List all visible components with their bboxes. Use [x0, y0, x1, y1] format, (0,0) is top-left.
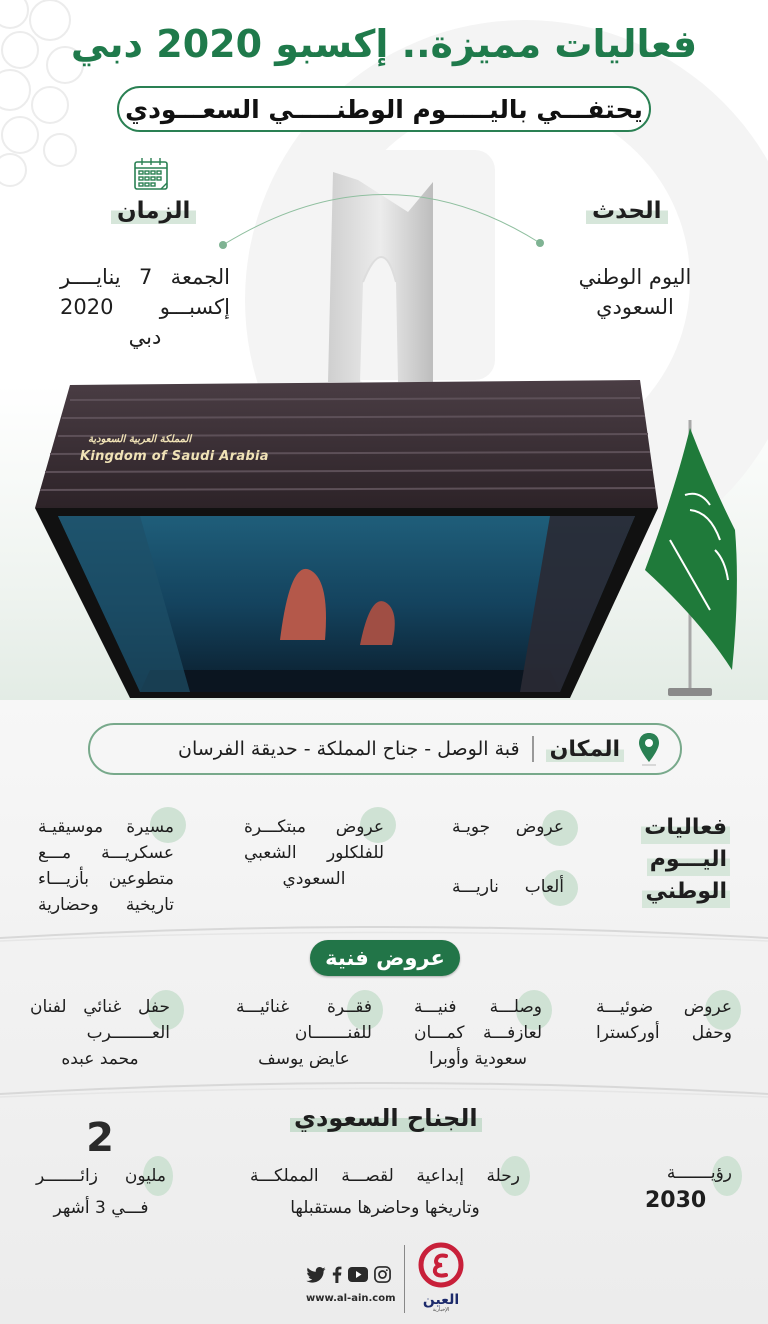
item-line: حفل غنائي لفنان: [30, 997, 170, 1017]
time-line: إكسبـــو 2020: [60, 295, 230, 319]
map-pin-icon: [638, 732, 660, 766]
item-line: رؤيـــــــة: [666, 1163, 732, 1183]
vision-label: [632, 1160, 732, 1186]
place-pill: [88, 723, 682, 775]
arts-item: [236, 994, 372, 1072]
item-line: متطوعين بأزيـــاء: [38, 869, 174, 889]
national-day-heading-line: الوطني: [642, 876, 730, 908]
event-line: السعودي: [596, 295, 674, 319]
facebook-icon[interactable]: [332, 1266, 342, 1283]
item-line: عروض جويـة: [452, 817, 564, 837]
time-line: دبي: [128, 325, 162, 349]
pavilion-sign-english: Kingdom of Saudi Arabia: [80, 449, 269, 464]
arts-item: [30, 994, 170, 1072]
national-day-heading-line: اليـــوم: [647, 844, 730, 876]
item-line: مليون زائـــــــر: [36, 1166, 166, 1186]
footer-separator: [404, 1245, 405, 1313]
instagram-icon[interactable]: [374, 1266, 391, 1283]
visitors-number: 2: [86, 1115, 114, 1161]
pavilion-sign-arabic: المملكة العربية السعودية: [88, 434, 192, 445]
item-line: عروض ضوئيـــة: [596, 997, 732, 1017]
item-line: مسيرة موسيقيـة: [38, 817, 174, 837]
item-line: رحلة إبداعية لقصـــة المملكـــة: [250, 1166, 520, 1186]
national-day-item: [452, 874, 564, 900]
logo-subtext: الإخبارية: [432, 1307, 450, 1313]
arts-item: [596, 994, 732, 1046]
item-line: وصلـــة فنيـــة: [414, 997, 542, 1017]
subtitle-pill: [117, 86, 651, 132]
arts-item: [414, 994, 542, 1072]
page-title: فعاليات مميزة.. إكسبو 2020 دبي: [70, 22, 698, 66]
section-divider: [0, 922, 768, 942]
national-day-item: [452, 814, 564, 840]
item-line: محمد عبده: [61, 1049, 139, 1069]
national-day-item: [244, 814, 384, 892]
logo-text: العين: [422, 1292, 460, 1308]
twitter-icon[interactable]: [306, 1267, 326, 1283]
place-value: قبة الوصل - جناح المملكة - حديقة الفرسان: [178, 738, 520, 760]
pavilion-sign: [80, 434, 269, 464]
place-separator: [532, 736, 534, 762]
item-line: عروض مبتكـــرة: [244, 817, 384, 837]
youtube-icon[interactable]: [348, 1267, 368, 1282]
item-line: العــــــــرب: [86, 1023, 170, 1043]
item-line: ألعاب ناريـــة: [452, 877, 564, 897]
item-line: عايض يوسف: [258, 1049, 350, 1069]
time-line: الجمعة 7 ينايــــر: [60, 265, 231, 289]
website-link[interactable]: www.al-ain.com: [306, 1293, 396, 1304]
national-day-heading-line: فعاليات: [641, 812, 730, 844]
social-icons: [306, 1266, 391, 1283]
national-day-heading: [630, 812, 730, 908]
section-divider: [0, 1078, 768, 1098]
time-heading: الزمان: [111, 198, 196, 224]
item-line: وحفل أوركسترا: [596, 1023, 732, 1043]
vision-year: 2030: [645, 1188, 707, 1213]
al-ain-logo-icon: [415, 1242, 467, 1288]
national-day-item: [38, 814, 174, 918]
time-details: [60, 262, 230, 352]
subtitle-text: يحتفـــي باليـــــوم الوطنـــــي السعـــودي: [125, 94, 643, 124]
item-line: فقــرة غنائيـــة: [236, 997, 372, 1017]
item-line: عسكريـــة مـــع: [38, 843, 174, 863]
visitors-text: [36, 1160, 166, 1224]
event-line: اليوم الوطني: [578, 265, 692, 289]
arts-heading-pill: عروض فنية: [310, 940, 460, 976]
saudi-flag-icon: [640, 420, 750, 700]
item-line: للفنـــــــان: [294, 1023, 372, 1043]
saudi-pavilion-image: [30, 380, 660, 698]
item-line: السعودي: [282, 869, 346, 889]
al-ain-logo: [415, 1242, 467, 1312]
item-line: لعازفـــة كمـــان: [414, 1023, 542, 1043]
item-line: تاريخية وحضارية: [38, 895, 174, 915]
calendar-icon: [133, 157, 171, 191]
item-line: فـــي 3 أشهر: [53, 1198, 149, 1218]
item-line: سعودية وأوبرا: [428, 1049, 528, 1069]
event-details: [555, 262, 715, 322]
place-label: المكان: [546, 737, 624, 762]
event-heading: الحدث: [586, 198, 668, 224]
connecting-arc: [215, 185, 555, 255]
journey-text: [250, 1160, 520, 1224]
item-line: للفلكلور الشعبي: [244, 843, 384, 863]
saudi-pavilion-heading: الجناح السعودي: [290, 1104, 482, 1132]
item-line: وتاريخها وحاضرها مستقبلها: [290, 1198, 480, 1218]
